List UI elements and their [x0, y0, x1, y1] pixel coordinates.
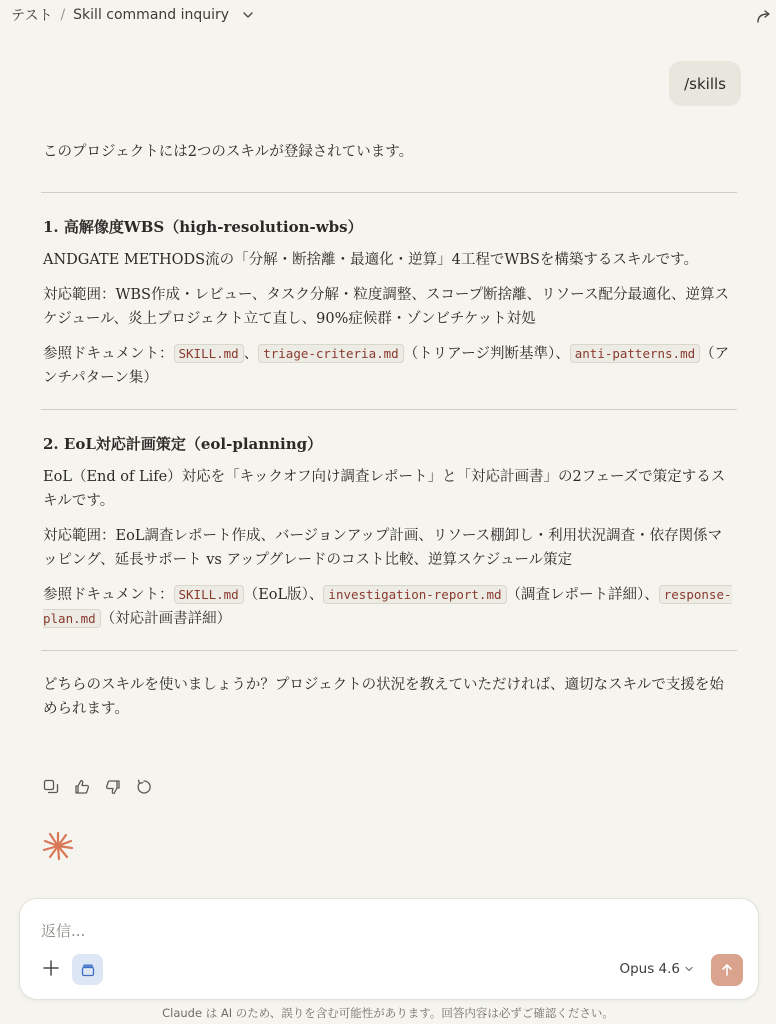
- docs-prefix: 参照ドキュメント：: [43, 346, 174, 362]
- message-composer[interactable]: [19, 898, 759, 1000]
- model-selector[interactable]: [619, 961, 694, 977]
- chevron-down-icon[interactable]: [241, 8, 255, 22]
- project-tool-button[interactable]: [72, 954, 103, 985]
- share-icon[interactable]: [754, 6, 774, 26]
- skill-1-docs: [43, 342, 735, 390]
- assistant-response: [43, 140, 735, 721]
- chevron-down-icon: [684, 964, 694, 974]
- doc-anti-patterns: anti-patterns.md: [570, 344, 700, 363]
- skill-2-scope: 対応範囲：EoL調査レポート作成、バージョンアップ計画、リソース棚卸し・利用状況調査・依存関係マッピング、延長サポート vs アップグレードのコスト比較、逆算スケジュール策定: [43, 528, 723, 568]
- breadcrumb-project[interactable]: テスト: [11, 8, 53, 24]
- divider: [41, 409, 737, 410]
- plus-icon[interactable]: [41, 958, 61, 978]
- docs-prefix: 参照ドキュメント：: [43, 587, 174, 603]
- skill-1-scope: 対応範囲：WBS作成・レビュー、タスク分解・粒度調整、スコープ断捨離、リソース配分最適化、逆算スケジュール、炎上プロジェクト立て直し、90%症候群・ゾンビチケット対処: [43, 287, 729, 327]
- thumbs-down-icon[interactable]: [104, 778, 122, 796]
- doc-skill-md: SKILL.md: [174, 585, 244, 604]
- doc-response-plan: response-plan.md: [43, 587, 732, 626]
- divider: [41, 192, 737, 193]
- send-button[interactable]: [711, 954, 743, 986]
- model-name: Opus 4.6: [619, 961, 680, 977]
- conversation-title[interactable]: Skill command inquiry: [73, 7, 230, 23]
- thumbs-up-icon[interactable]: [73, 778, 91, 796]
- copy-icon[interactable]: [42, 778, 60, 796]
- skill-2-docs: [43, 583, 735, 631]
- skill-1-heading: 1. 高解像度WBS（high-resolution-wbs）: [43, 218, 363, 236]
- doc-investigation-report: investigation-report.md: [323, 585, 506, 604]
- doc-note: （調査レポート詳細）、: [506, 587, 659, 603]
- claude-asterisk-icon: [42, 831, 74, 861]
- skill-2-heading: 2. EoL対応計画策定（eol-planning）: [43, 435, 323, 453]
- divider: [41, 650, 737, 651]
- reply-input[interactable]: 返信...: [41, 922, 86, 940]
- arrow-up-icon: [720, 963, 734, 977]
- skill-1-description: ANDGATE METHODS流の「分解・断捨離・最適化・逆算」4工程でWBSを構築するスキルです。: [43, 252, 699, 268]
- response-closing: どちらのスキルを使いましょうか？プロジェクトの状況を教えていただければ、適切なスキルで支援を始められます。: [43, 677, 724, 717]
- doc-skill-md: SKILL.md: [174, 344, 244, 363]
- top-bar: [0, 0, 776, 30]
- doc-note: （EoL版）、: [243, 587, 324, 603]
- message-actions: [42, 778, 153, 796]
- doc-note: （アンチパターン集）: [43, 346, 730, 386]
- doc-triage-criteria: triage-criteria.md: [258, 344, 403, 363]
- archive-icon: [80, 962, 96, 978]
- retry-icon[interactable]: [135, 778, 153, 796]
- doc-note: （対応計画書詳細）: [100, 611, 232, 627]
- response-intro: このプロジェクトには2つのスキルが登録されています。: [43, 144, 414, 160]
- disclaimer: Claude は AI のため、誤りを含む可能性があります。回答内容は必ずご確認ください。: [162, 1006, 614, 1020]
- skill-2-description: EoL（End of Life）対応を「キックオフ向け調査レポート」と「対応計画書」の2フェーズで策定するスキルです。: [43, 469, 726, 509]
- doc-separator: 、: [243, 346, 259, 362]
- user-message: /skills: [669, 61, 741, 106]
- doc-note: （トリアージ判断基準）、: [403, 346, 570, 362]
- breadcrumb-separator: /: [60, 7, 66, 23]
